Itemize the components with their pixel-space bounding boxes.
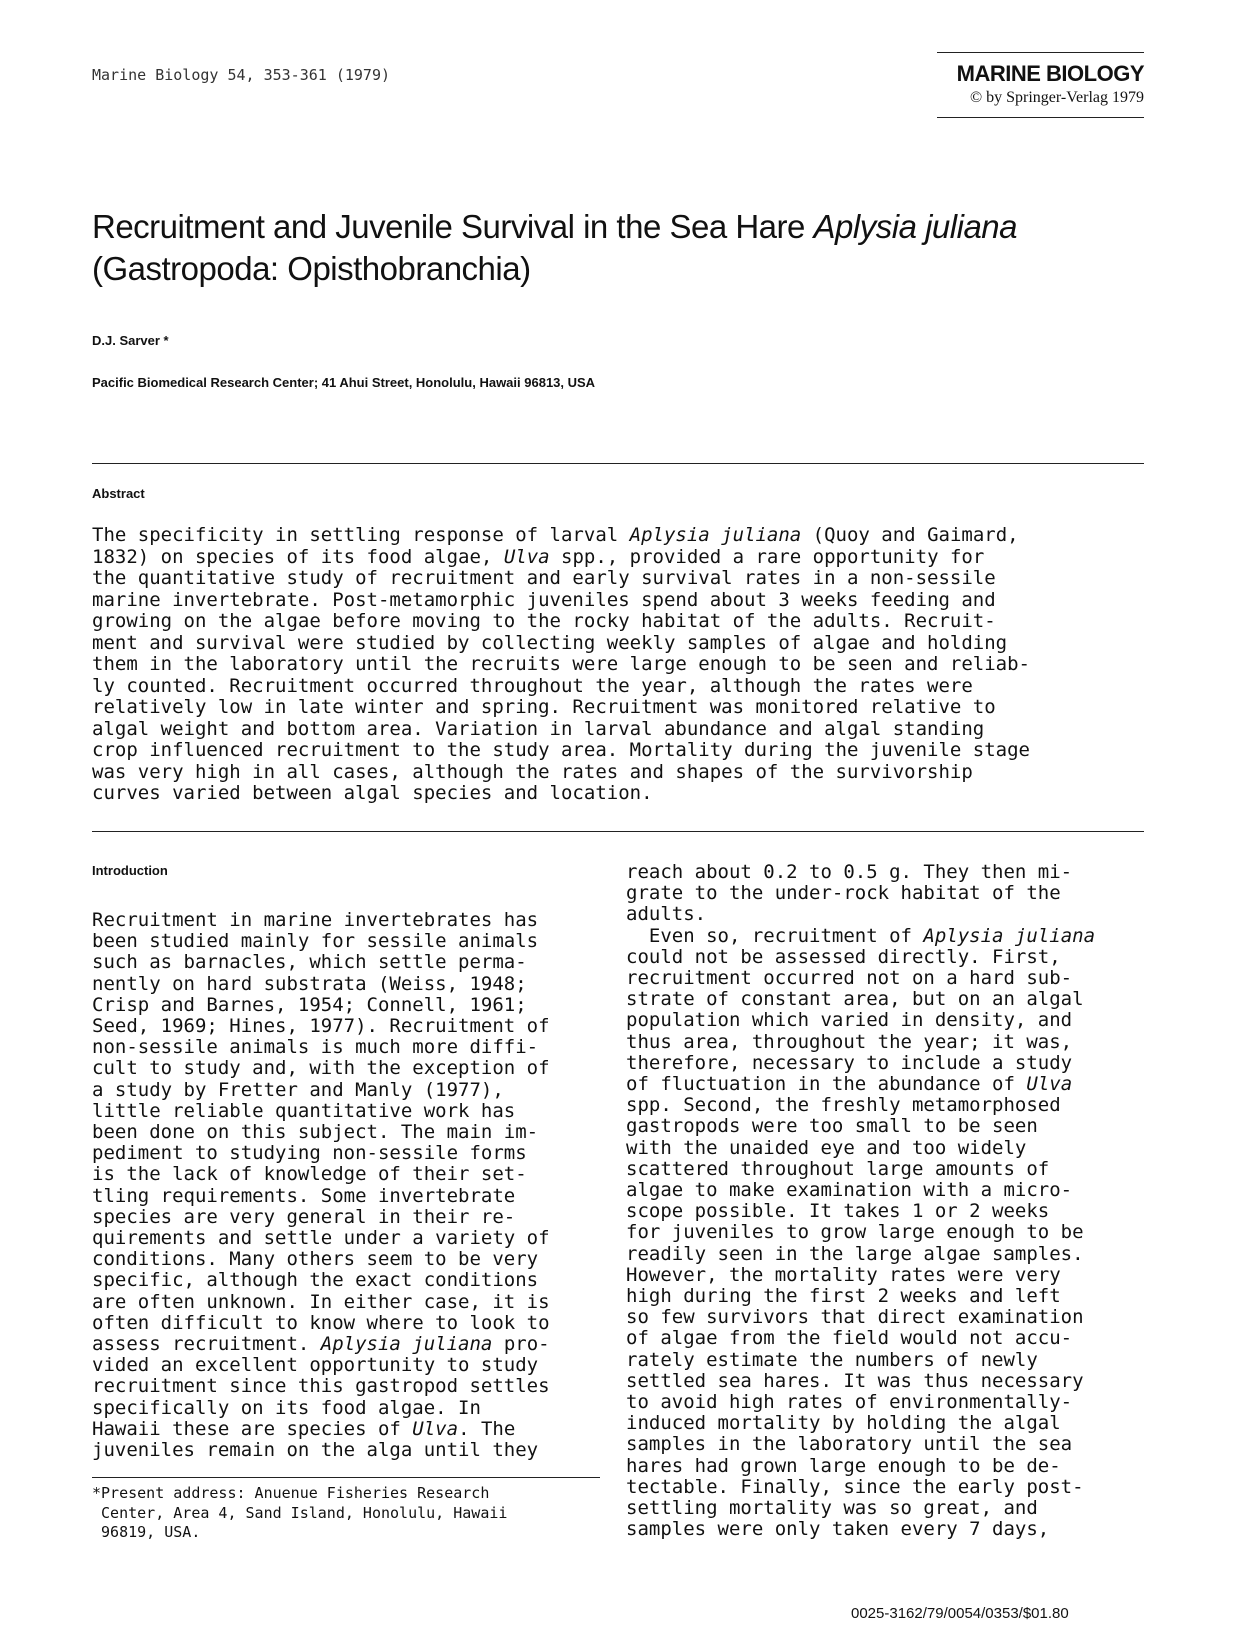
journal-masthead [937, 52, 1144, 118]
italic-term: Ulva [1026, 1073, 1073, 1096]
text-line: However, the mortality rates were very [626, 1263, 1061, 1286]
footnote-rule [92, 1477, 600, 1478]
text-line: specific, although the exact conditions [92, 1269, 539, 1292]
paper-title [92, 206, 1152, 290]
text-line: thus area, throughout the year; it was, [626, 1030, 1073, 1053]
text-line: specifically on its food algae. In [92, 1396, 481, 1419]
text-line: recruitment occurred not on a hard sub- [626, 967, 1073, 990]
text-line: of fluctuation in the abundance of Ulva [626, 1073, 1073, 1096]
text-line: little reliable quantitative work has [92, 1099, 516, 1122]
text-line: readily seen in the large algae samples. [626, 1242, 1084, 1265]
text-line: recruitment since this gastropod settles [92, 1375, 550, 1398]
text-line: settled sea hares. It was thus necessary [626, 1369, 1084, 1392]
text-line: relatively low in late winter and spring. Recruitment was monitored relative to [92, 696, 996, 718]
text-line: a study by Fretter and Manly (1977), [92, 1078, 504, 1101]
title-plain-text: Recruitment and Juvenile Survival in the Sea Hare [92, 208, 814, 245]
text-line: reach about 0.2 to 0.5 g. They then mi- [626, 861, 1073, 883]
italic-term: Aplysia juliana [629, 524, 802, 546]
text-line: been done on this subject. The main im- [92, 1121, 539, 1144]
text-line: is the lack of knowledge of their set- [92, 1163, 527, 1186]
text-line: curves varied between algal species and location. [92, 782, 653, 804]
text-line: *Present address: Anuenue Fisheries Research [92, 1484, 490, 1502]
journal-copyright: © by Springer-Verlag 1979 [969, 89, 1144, 106]
text-line: algal weight and bottom area. Variation in larval abundance and algal standing [92, 717, 985, 740]
text-line: could not be assessed directly. First, [626, 945, 1061, 968]
text-line: settling mortality was so great, and [626, 1497, 1038, 1520]
text-line: 1832) on species of its food algae, Ulva spp., provided a rare opportunity for [92, 545, 985, 568]
text-line: population which varied in density, and [626, 1009, 1073, 1032]
text-line: been studied mainly for sessile animals [92, 930, 539, 953]
introduction-left-column [92, 910, 612, 1461]
text-line: Even so, recruitment of Aplysia juliana [626, 924, 1096, 947]
text-line: with the unaided eye and too widely [626, 1136, 1027, 1159]
text-line: 96819, USA. [92, 1523, 201, 1541]
abstract-bottom-rule [92, 831, 1144, 832]
introduction-right-column [626, 862, 1146, 1541]
text-line: growing on the algae before moving to the rocky habitat of the adults. Recruit- [92, 610, 996, 632]
abstract-top-rule [92, 463, 1144, 464]
citation-line: Marine Biology 54, 353-361 (1979) [92, 66, 391, 84]
text-line: non-sessile animals is much more diffi- [92, 1036, 539, 1059]
text-line: are often unknown. In either case, it is [92, 1290, 550, 1313]
abstract-heading: Abstract [92, 486, 145, 501]
title-species-name: Aplysia juliana [813, 208, 1018, 245]
author-affiliation: Pacific Biomedical Research Center; 41 Ahui Street, Honolulu, Hawaii 96813, USA [92, 375, 596, 390]
text-line: algae to make examination with a micro- [626, 1179, 1073, 1202]
text-line: of algae from the field would not accu- [626, 1327, 1073, 1350]
doi-code: 0025-3162/79/0054/0353/$01.80 [851, 1605, 1069, 1622]
text-line: nently on hard substrata (Weiss, 1948; [92, 972, 527, 995]
text-line: The specificity in settling response of larval Aplysia juliana (Quoy and Gaimard, [92, 524, 1019, 546]
text-line: gastropods were too small to be seen [626, 1115, 1038, 1138]
text-line: crop influenced recruitment to the study area. Mortality during the juvenile stage [92, 739, 1030, 761]
text-line: marine invertebrate. Post-metamorphic juveniles spend about 3 weeks feeding and [92, 588, 996, 611]
text-line: conditions. Many others seem to be very [92, 1248, 539, 1271]
italic-term: Ulva [412, 1417, 459, 1440]
text-line: Crisp and Barnes, 1954; Connell, 1961; [92, 993, 527, 1016]
text-line: scope possible. It takes 1 or 2 weeks [626, 1200, 1050, 1223]
text-line: assess recruitment. Aplysia juliana pro- [92, 1333, 550, 1356]
text-line: adults. [626, 903, 707, 926]
text-line: quirements and settle under a variety of [92, 1227, 550, 1250]
title-line-1 [92, 206, 1152, 248]
text-line: such as barnacles, which settle perma- [92, 951, 527, 974]
text-line: induced mortality by holding the algal [626, 1412, 1061, 1435]
text-line: rately estimate the numbers of newly [626, 1348, 1038, 1371]
text-line: vided an excellent opportunity to study [92, 1354, 539, 1377]
text-line: therefore, necessary to include a study [626, 1051, 1073, 1074]
text-line: cult to study and, with the exception of [92, 1057, 550, 1080]
text-line: samples in the laboratory until the sea [626, 1433, 1073, 1456]
text-line: tling requirements. Some invertebrate [92, 1184, 516, 1207]
abstract-body [92, 525, 1152, 805]
text-line: hares had grown large enough to be de- [626, 1454, 1061, 1477]
introduction-heading: Introduction [92, 863, 168, 878]
text-line: juveniles remain on the alga until they [92, 1439, 539, 1462]
text-line: species are very general in their re- [92, 1205, 516, 1228]
author-name: D.J. Sarver * [92, 333, 169, 348]
footnote [92, 1484, 612, 1543]
italic-term: Ulva [503, 545, 550, 568]
text-line: samples were only taken every 7 days, [626, 1518, 1050, 1541]
text-line: tectable. Finally, since the early post- [626, 1475, 1084, 1498]
text-line: ly counted. Recruitment occurred throughout the year, although the rates were [92, 674, 973, 697]
text-line: grate to the under-rock habitat of the [626, 882, 1061, 905]
text-line: spp. Second, the freshly metamorphosed [626, 1094, 1061, 1117]
text-line: the quantitative study of recruitment and early survival rates in a non-sessile [92, 567, 996, 589]
text-line: Center, Area 4, Sand Island, Honolulu, Hawaii [92, 1503, 508, 1522]
text-line: was very high in all cases, although the rates and shapes of the survivorship [92, 760, 973, 783]
text-line: so few survivors that direct examination [626, 1306, 1084, 1329]
text-line: Hawaii these are species of Ulva. The [92, 1417, 516, 1440]
title-line-2: (Gastropoda: Opisthobranchia) [92, 250, 531, 287]
text-line: scattered throughout large amounts of [626, 1157, 1050, 1180]
italic-term: Aplysia juliana [320, 1333, 493, 1356]
text-line: Recruitment in marine invertebrates has [92, 909, 539, 931]
text-line: ment and survival were studied by collecting weekly samples of algae and holding [92, 631, 1008, 654]
text-line: them in the laboratory until the recruits were large enough to be seen and reliab- [92, 653, 1030, 675]
text-line: for juveniles to grow large enough to be [626, 1221, 1084, 1244]
text-line: pediment to studying non-sessile forms [92, 1142, 527, 1165]
text-line: high during the first 2 weeks and left [626, 1285, 1061, 1308]
journal-name: MARINE BIOLOGY [956, 61, 1144, 86]
text-line: to avoid high rates of environmentally- [626, 1391, 1073, 1414]
italic-term: Aplysia juliana [923, 924, 1096, 947]
text-line: often difficult to know where to look to [92, 1311, 550, 1334]
text-line: strate of constant area, but on an algal [626, 988, 1084, 1011]
text-line: Seed, 1969; Hines, 1977). Recruitment of [92, 1015, 550, 1038]
